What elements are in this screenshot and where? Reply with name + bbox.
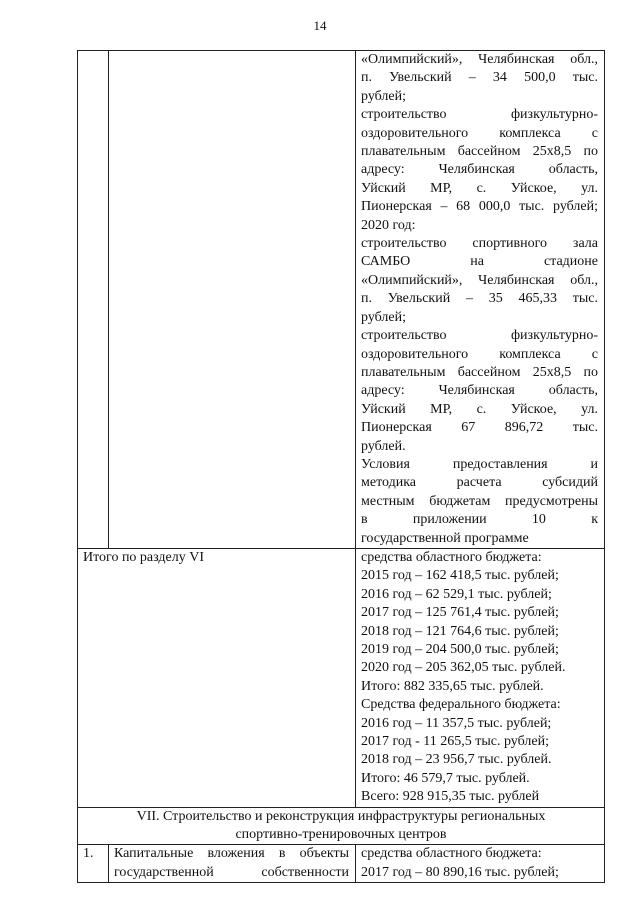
text-line: государственной программе <box>361 530 529 546</box>
text-line: местным бюджетам предусмотрены <box>361 493 598 509</box>
item-funding <box>356 845 604 882</box>
cell-total-label <box>78 548 356 807</box>
text-line: рублей; <box>361 88 406 104</box>
table-row-total-section-vi <box>78 548 605 807</box>
text-line: средства областного бюджета: <box>361 846 542 862</box>
cell-section-heading <box>78 807 605 845</box>
text-line: Итого: 46 579,7 тыс. рублей. <box>361 770 530 786</box>
text-line: 2016 год – 62 529,1 тыс. рублей; <box>361 586 552 602</box>
text-line: Уйский МР, с. Уйское, ул. <box>361 401 598 417</box>
table-row-continuation <box>78 51 605 549</box>
text-line: средства областного бюджета: <box>361 549 542 565</box>
text-line: государственной собственности <box>114 864 349 880</box>
text-line: 2017 год – 125 761,4 тыс. рублей; <box>361 605 559 621</box>
cell-item-funding <box>356 845 605 883</box>
text-line: рублей. <box>361 438 406 454</box>
text-line: Пионерская 67 896,72 тыс. <box>361 420 598 436</box>
text-line: строительство спортивного зала <box>361 236 598 252</box>
text-line: Пионерская – 68 000,0 тыс. рублей; <box>361 199 598 215</box>
cell-number-empty <box>78 51 109 549</box>
text-line: Итого: 882 335,65 тыс. рублей. <box>361 678 544 694</box>
cell-funding-continuation <box>356 51 605 549</box>
item-description <box>109 845 355 882</box>
cell-total-funding <box>356 548 605 807</box>
text-line: оздоровительного комплекса с <box>361 125 598 141</box>
text-line: 2017 год - 11 265,5 тыс. рублей; <box>361 734 549 750</box>
text-line: «Олимпийский», Челябинская обл., <box>361 272 598 288</box>
program-table <box>77 50 605 883</box>
text-line: 2020 год – 205 362,05 тыс. рублей. <box>361 660 566 676</box>
text-line: адресу: Челябинская область, <box>361 383 598 399</box>
total-funding-text <box>356 549 604 807</box>
text-line: методика расчета субсидий <box>361 475 598 491</box>
table-row-item-1 <box>78 845 605 883</box>
cell-item-description <box>109 845 356 883</box>
text-line: плавательным бассейном 25x8,5 по <box>361 364 598 380</box>
heading-line: VII. Строительство и реконструкция инфраструктуры региональных <box>136 808 546 824</box>
cell-description-empty <box>109 51 356 549</box>
text-line: Капитальные вложения в объекты <box>114 846 349 862</box>
text-line: плавательным бассейном 25x8,5 по <box>361 144 598 160</box>
section-vii-heading <box>78 808 604 845</box>
text-line: «Олимпийский», Челябинская обл., <box>361 52 598 67</box>
text-line: Всего: 928 915,35 тыс. рублей <box>361 789 540 805</box>
funding-text <box>356 51 604 548</box>
text-line: строительство физкультурно- <box>361 328 598 344</box>
text-line: 2015 год – 162 418,5 тыс. рублей; <box>361 568 559 584</box>
text-line: строительство физкультурно- <box>361 107 598 123</box>
text-line: п. Увельский – 35 465,33 тыс. <box>361 291 598 307</box>
item-number: 1. <box>83 846 94 862</box>
text-line: 2020 год: <box>361 217 416 233</box>
text-line: рублей; <box>361 309 406 325</box>
total-label: Итого по разделу VI <box>83 549 205 565</box>
text-line: в приложении 10 к <box>361 512 598 528</box>
text-line: Уйский МР, с. Уйское, ул. <box>361 180 598 196</box>
text-line: Средства федерального бюджета: <box>361 697 561 713</box>
text-line: Условия предоставления и <box>361 456 598 472</box>
text-line: 2018 год – 23 956,7 тыс. рублей. <box>361 752 552 768</box>
table-row-section-vii-heading <box>78 807 605 845</box>
text-line: оздоровительного комплекса с <box>361 346 598 362</box>
cell-item-number <box>78 845 109 883</box>
text-line: 2018 год – 121 764,6 тыс. рублей; <box>361 623 559 639</box>
heading-line: спортивно-тренировочных центров <box>235 827 447 843</box>
page-number: 14 <box>313 18 327 33</box>
text-line: адресу: Челябинская область, <box>361 162 598 178</box>
text-line: САМБО на стадионе <box>361 254 598 270</box>
text-line: 2019 год – 204 500,0 тыс. рублей; <box>361 642 559 657</box>
text-line: 2016 год – 11 357,5 тыс. рублей; <box>361 715 552 731</box>
text-line: 2017 год – 80 890,16 тыс. рублей; <box>361 864 559 880</box>
text-line: п. Увельский – 34 500,0 тыс. <box>361 70 598 86</box>
